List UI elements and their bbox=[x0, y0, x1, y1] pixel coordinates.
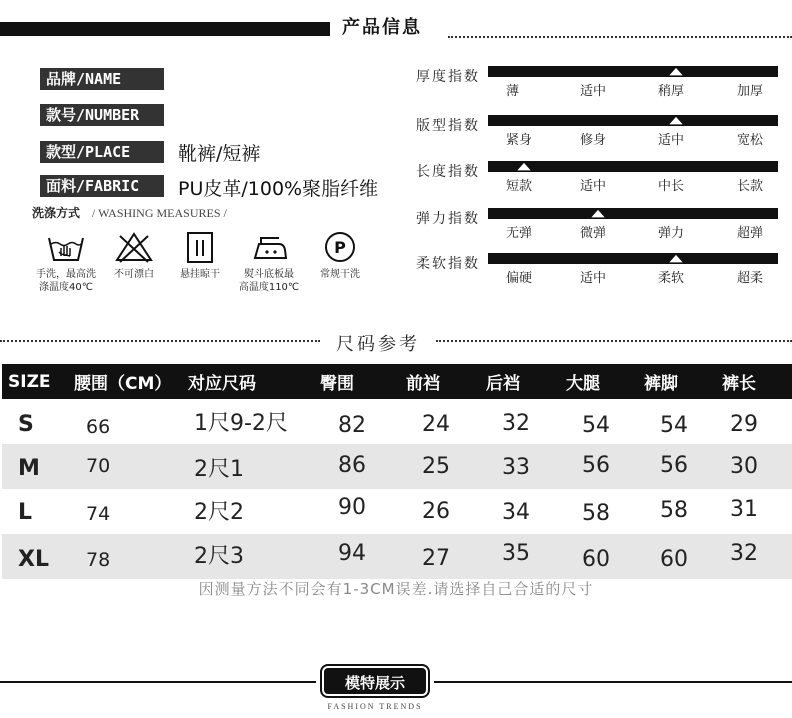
table-row bbox=[2, 534, 792, 579]
col-header-waist: 腰围（CM） bbox=[68, 364, 182, 399]
table-cell: 24 bbox=[422, 412, 450, 437]
washing-title-en: / WASHING MEASURES / bbox=[91, 206, 227, 220]
index-option: 适中 bbox=[580, 179, 607, 194]
table-row bbox=[2, 399, 792, 444]
table-cell: 25 bbox=[400, 444, 480, 489]
table-cell: 33 bbox=[480, 444, 560, 489]
index-option: 超弹 bbox=[737, 226, 764, 241]
index-option: 弹力 bbox=[658, 226, 685, 241]
table-cell: XL bbox=[2, 534, 68, 579]
washing-title-cn: 洗涤方式 bbox=[32, 206, 81, 220]
index-option: 微弹 bbox=[580, 226, 607, 241]
table-cell: 56 bbox=[560, 444, 638, 489]
dry-clean-symbol: P bbox=[334, 238, 346, 257]
index-option: 偏硬 bbox=[506, 271, 533, 286]
table-cell: 82 bbox=[338, 413, 366, 438]
col-header-hip: 臀围 bbox=[314, 364, 400, 399]
index-option: 中长 bbox=[658, 179, 685, 194]
number-label: 款号/NUMBER bbox=[40, 104, 164, 126]
wash-text-hang-dry: 悬挂晾干 bbox=[180, 269, 220, 280]
wash-item-hand bbox=[28, 230, 104, 294]
index-option: 适中 bbox=[658, 133, 685, 148]
wash-text-dry-clean: 常规干洗 bbox=[320, 269, 360, 280]
hand-wash-icon bbox=[46, 230, 86, 264]
table-cell: 32 bbox=[502, 411, 530, 436]
col-header-equivalent: 对应尺码 bbox=[182, 364, 314, 399]
table-cell: 30 bbox=[716, 444, 792, 489]
index-marker-icon bbox=[666, 114, 686, 126]
model-section-subtitle: FASHION TRENDS bbox=[327, 702, 423, 711]
size-table bbox=[2, 364, 792, 579]
iron-icon bbox=[249, 230, 289, 264]
index-option: 紧身 bbox=[506, 133, 533, 148]
index-marker-icon bbox=[666, 252, 686, 264]
table-row bbox=[2, 489, 792, 534]
table-cell: 32 bbox=[716, 534, 792, 579]
index-option: 长款 bbox=[737, 179, 764, 194]
index-label: 弹力指数 bbox=[416, 211, 480, 227]
index-option: 适中 bbox=[580, 271, 607, 286]
table-cell: 58 bbox=[582, 501, 610, 526]
index-marker-icon bbox=[514, 160, 534, 172]
index-label: 版型指数 bbox=[416, 118, 480, 134]
index-option: 薄 bbox=[506, 84, 520, 99]
no-bleach-icon bbox=[114, 230, 154, 264]
index-option: 适中 bbox=[580, 84, 607, 99]
index-option: 无弹 bbox=[506, 226, 533, 241]
wash-item-hang-dry bbox=[172, 230, 228, 281]
model-header-line-left bbox=[0, 681, 316, 683]
size-header-line-right bbox=[436, 340, 792, 342]
table-cell: 58 bbox=[660, 498, 688, 523]
table-cell: 2尺3 bbox=[182, 534, 314, 579]
brand-label: 品牌/NAME bbox=[40, 68, 164, 90]
index-bar bbox=[488, 66, 778, 77]
section-title-size: 尺码参考 bbox=[330, 330, 426, 356]
table-cell: 78 bbox=[68, 534, 182, 579]
index-option: 柔软 bbox=[658, 271, 685, 286]
col-header-length: 裤长 bbox=[716, 364, 792, 399]
index-bar bbox=[488, 115, 778, 126]
table-cell: 26 bbox=[422, 499, 450, 524]
section-title-product-info: 产品信息 bbox=[334, 15, 430, 41]
table-cell: 66 bbox=[86, 415, 111, 438]
wash-text-iron-1: 熨斗底板最 bbox=[244, 269, 294, 280]
table-cell: 2尺1 bbox=[182, 444, 314, 489]
wash-text-iron-2: 高温度110℃ bbox=[238, 282, 300, 293]
size-header-line-left bbox=[0, 340, 320, 342]
index-option: 宽松 bbox=[737, 133, 764, 148]
col-header-back-rise: 后裆 bbox=[480, 364, 560, 399]
col-header-leg-opening: 裤脚 bbox=[638, 364, 716, 399]
wash-text-hand-2: 涤温度40℃ bbox=[39, 282, 93, 293]
model-header-line-right bbox=[434, 681, 792, 683]
index-bar bbox=[488, 253, 778, 264]
table-cell: 54 bbox=[582, 413, 610, 438]
fabric-value: PU皮革/100%聚脂纤维 bbox=[178, 178, 379, 200]
col-header-thigh: 大腿 bbox=[560, 364, 638, 399]
header-bar-left bbox=[0, 22, 330, 36]
col-header-front-rise: 前裆 bbox=[400, 364, 480, 399]
wash-text-no-bleach: 不可漂白 bbox=[114, 269, 154, 280]
measurement-note: 因测量方法不同会有1-3CM误差.请选择自己合适的尺寸 bbox=[198, 580, 594, 598]
wash-item-no-bleach bbox=[106, 230, 162, 281]
header-bar-right bbox=[448, 36, 792, 38]
table-cell: 94 bbox=[314, 534, 400, 579]
table-cell: 35 bbox=[480, 534, 560, 579]
table-cell: 2尺2 bbox=[194, 500, 244, 525]
wash-item-dry-clean bbox=[310, 230, 370, 281]
index-marker-icon bbox=[588, 207, 608, 219]
size-table-header-row bbox=[2, 364, 792, 399]
table-cell: L bbox=[18, 500, 33, 525]
dry-clean-icon bbox=[320, 230, 360, 264]
table-cell: 27 bbox=[400, 534, 480, 579]
table-cell: 29 bbox=[730, 412, 758, 437]
style-label: 款型/PLACE bbox=[40, 141, 164, 163]
wash-item-iron bbox=[234, 230, 304, 294]
table-cell: 86 bbox=[314, 444, 400, 489]
index-label: 柔软指数 bbox=[416, 256, 480, 272]
style-value: 靴裤/短裤 bbox=[178, 143, 261, 165]
col-header-size: SIZE bbox=[2, 364, 68, 399]
table-cell: 60 bbox=[560, 534, 638, 579]
table-cell: 90 bbox=[338, 495, 366, 520]
washing-title bbox=[32, 204, 227, 221]
index-option: 短款 bbox=[506, 179, 533, 194]
index-bar bbox=[488, 208, 778, 219]
index-option: 加厚 bbox=[737, 84, 764, 99]
table-cell: M bbox=[2, 444, 68, 489]
index-marker-icon bbox=[666, 65, 686, 77]
table-cell: 34 bbox=[502, 500, 530, 525]
table-row bbox=[2, 444, 792, 489]
index-label: 长度指数 bbox=[416, 164, 480, 180]
table-cell: 74 bbox=[86, 502, 111, 525]
table-cell: 31 bbox=[730, 497, 758, 522]
table-cell: 54 bbox=[660, 413, 688, 438]
table-cell: 60 bbox=[638, 534, 716, 579]
fabric-label: 面料/FABRIC bbox=[40, 175, 164, 197]
table-cell: 70 bbox=[68, 444, 182, 489]
table-cell: 1尺9-2尺 bbox=[194, 411, 288, 436]
index-label: 厚度指数 bbox=[416, 69, 480, 85]
index-option: 稍厚 bbox=[658, 84, 685, 99]
index-option: 超柔 bbox=[737, 271, 764, 286]
table-cell: 56 bbox=[638, 444, 716, 489]
hang-dry-icon bbox=[180, 230, 220, 264]
wash-text-hand-1: 手洗，最高洗 bbox=[36, 269, 96, 280]
index-option: 修身 bbox=[580, 133, 607, 148]
table-cell: S bbox=[18, 412, 34, 437]
model-section-title: 模特展示 bbox=[322, 666, 428, 696]
